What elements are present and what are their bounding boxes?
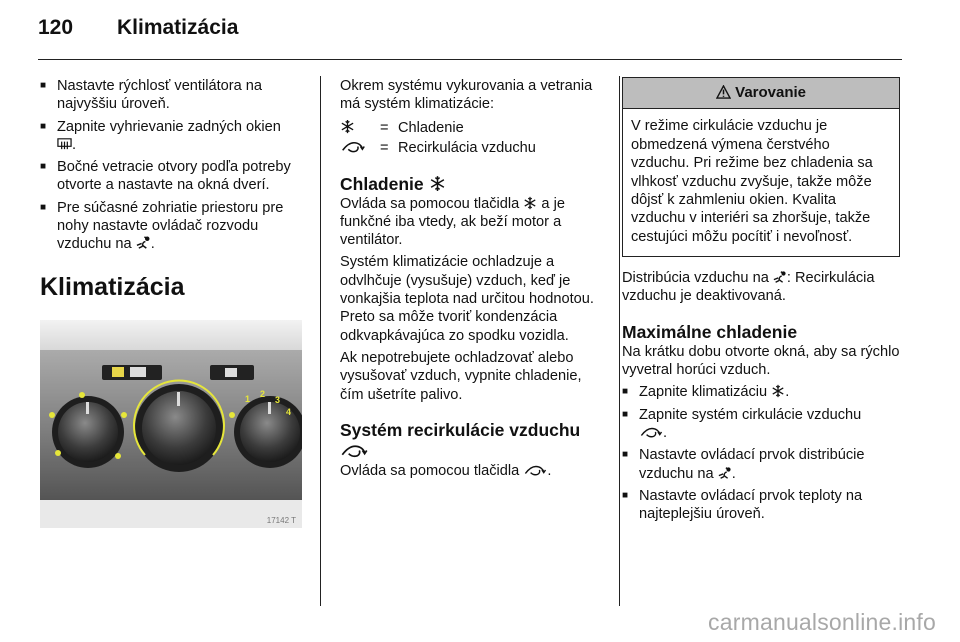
footwell-windshield-icon <box>136 235 151 250</box>
cooling-paragraph-3: Ak nepotrebujete ochladzovať alebo vysušovať vzduch, vypnite chladenie, čím ušetríte palivo. <box>340 349 582 403</box>
cooling-paragraph-1: Ovláda sa pomocou tlačidla a je funkčné iba vtedy, ak beží motor a ventilátor. <box>340 195 565 249</box>
snowflake-icon <box>523 196 537 210</box>
cooling-paragraph-2: Systém klimatizácie ochladzuje a odvlhčuje (vysušuje) vzduch, keď je vonkajšia teplota nad určitou hodnotou. Preto sa môže tvoriť kondenzácia odkvapkávajúca zo spodku vozidla. <box>340 254 594 344</box>
recirculation-paragraph: Ovláda sa pomocou tlačidla . <box>340 462 552 479</box>
list-item: ■ Nastavte ovládací prvok distribúcie vzduchu na . <box>622 446 902 483</box>
max-cooling-list <box>622 383 902 523</box>
distribution-paragraph: Distribúcia vzduchu na : Recirkulácia vzduchu je deaktivovaná. <box>622 270 875 305</box>
column-divider-1 <box>320 76 321 606</box>
list-item: ■ Pre súčasné zohriatie priestoru pre nohy nastavte ovládač rozvodu vzduchu na . <box>40 199 308 254</box>
svg-text:3: 3 <box>275 394 281 405</box>
section-heading: Klimatizácia <box>40 272 185 301</box>
snowflake-icon <box>771 384 785 398</box>
max-cooling-heading: Maximálne chladenie <box>622 321 798 342</box>
cooling-heading: Chladenie <box>340 174 605 195</box>
air-recirculation-icon <box>639 425 663 439</box>
page-title: Klimatizácia <box>117 16 239 39</box>
header-rule <box>38 59 902 60</box>
recirculation-heading: Systém recirkulácie vzduchu <box>340 420 605 462</box>
list-item: ■ Bočné vetracie otvory podľa potreby otvorte a nastavte na okná dverí. <box>40 158 308 195</box>
symbol-row: = Recirkulácia vzduchu <box>340 138 605 158</box>
snowflake-icon <box>340 119 355 134</box>
air-recirculation-icon <box>340 442 368 459</box>
column-divider-2 <box>619 76 620 606</box>
column-1 <box>40 77 308 533</box>
symbol-row: = Chladenie <box>340 118 605 138</box>
air-recirculation-icon <box>340 139 366 154</box>
svg-text:4: 4 <box>286 406 292 417</box>
warning-text: V režime cirkulácie vzduchu je obmedzená výmena čerstvého vzduchu. Pri režime bez chladenia sa vlhkosť vzduchu zvyšuje, takže môže dôjsť k zahmleniu okien. Kvalita vzduchu v interiéri sa zhoršuje, takže cestujúci môžu pocítiť i nevoľnosť. <box>631 118 873 245</box>
photo-label: 17142 T <box>266 515 296 525</box>
bullet-list <box>40 77 308 254</box>
max-cooling-intro: Na krátku dobu otvorte okná, aby sa rýchlo vyvetral horúci vzduch. <box>622 343 900 379</box>
symbol-label: Chladenie <box>398 119 464 136</box>
list-item: ■ Zapnite systém cirkulácie vzduchu . <box>622 406 902 443</box>
intro-text: Okrem systému vykurovania a vetrania má systém klimatizácie: <box>340 78 593 113</box>
list-item: ■ Nastavte rýchlosť ventilátora na najvyššiu úroveň. <box>40 77 308 114</box>
climate-control-panel-photo <box>40 320 302 528</box>
footwell-vent-icon <box>718 466 732 480</box>
symbol-label: Recirkulácia vzduchu <box>398 139 536 156</box>
page-number: 120 <box>38 16 74 39</box>
air-recirculation-icon <box>523 463 547 477</box>
windshield-vent-icon <box>773 270 787 284</box>
snowflake-icon <box>429 175 446 192</box>
warning-box <box>622 77 900 257</box>
page-header <box>38 16 238 40</box>
warning-triangle-icon <box>716 85 731 99</box>
warning-header <box>623 78 899 109</box>
watermark: carmanualsonline.info <box>708 609 936 635</box>
column-3 <box>622 77 902 527</box>
list-item: ■ Nastavte ovládací prvok teploty na najteplejšiu úroveň. <box>622 487 902 524</box>
warning-title: Varovanie <box>735 84 807 101</box>
rear-window-heater-icon <box>57 136 72 151</box>
column-2 <box>340 77 605 484</box>
svg-text:2: 2 <box>260 388 266 399</box>
list-item: ■ Zapnite vyhrievanie zadných okien . <box>40 118 308 155</box>
list-item: ■ Zapnite klimatizáciu . <box>622 383 902 401</box>
svg-text:1: 1 <box>245 393 251 404</box>
